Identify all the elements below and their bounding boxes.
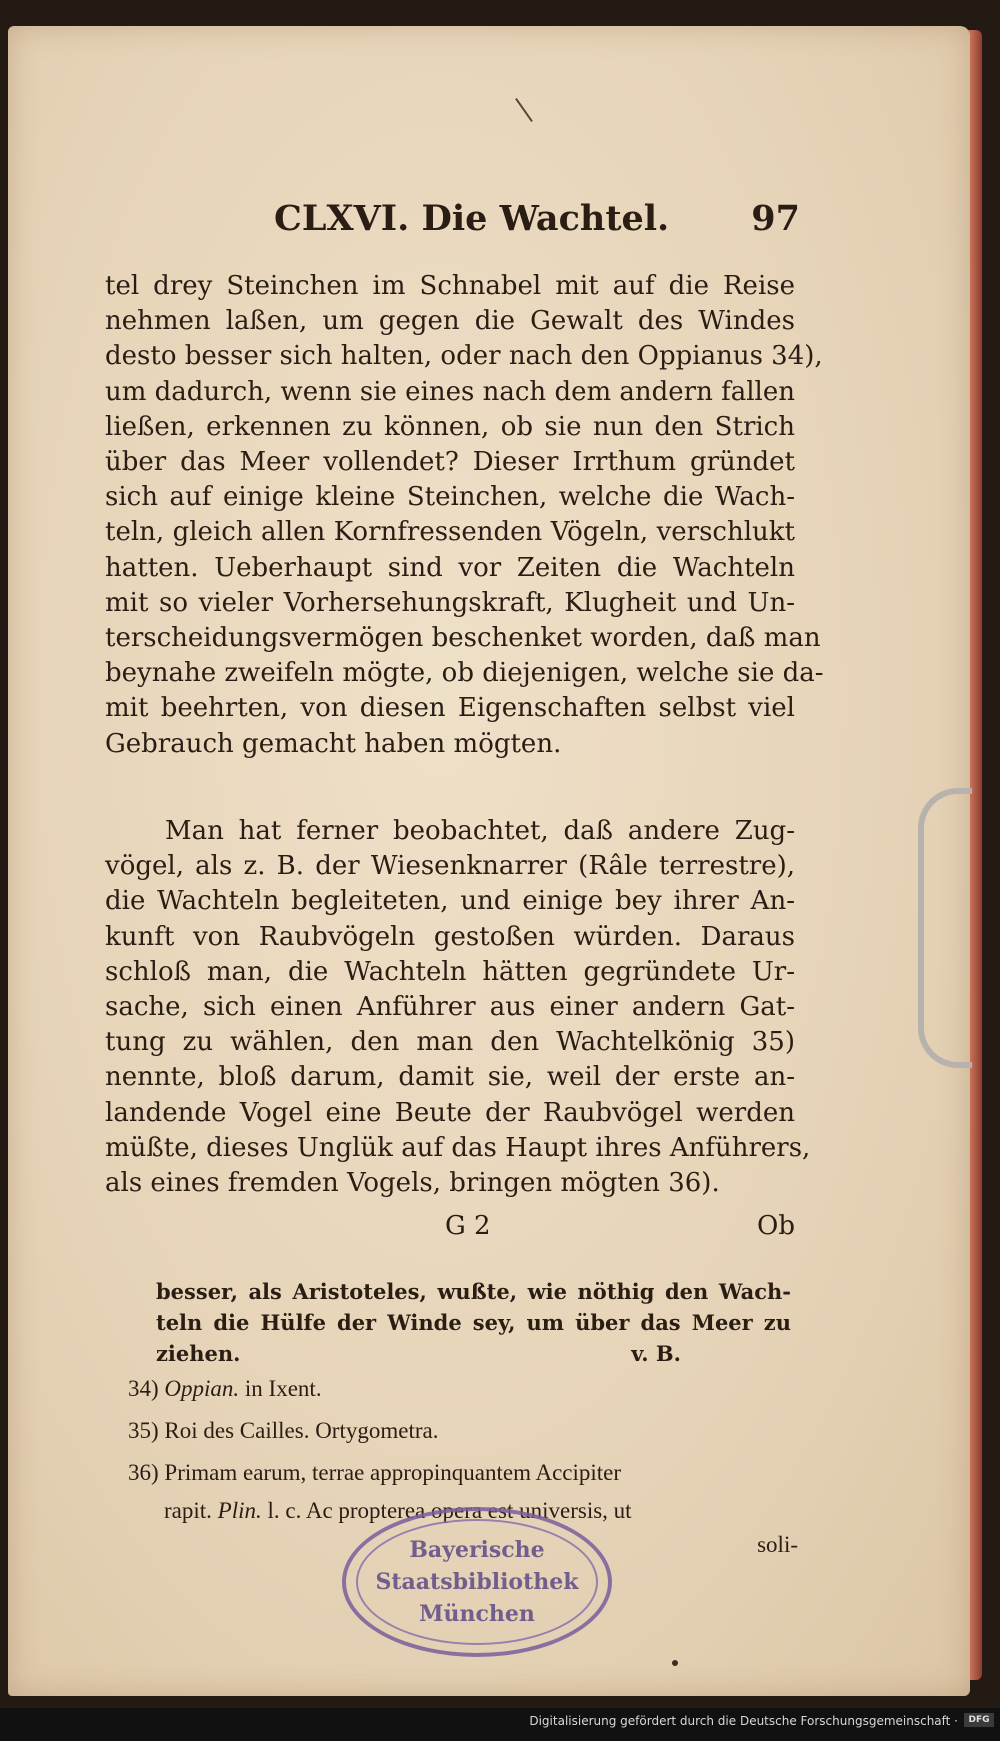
text-line: beynahe zweifeln mögte, ob diejenigen, welche sie da- bbox=[105, 658, 824, 689]
paragraph-2 bbox=[105, 814, 811, 1201]
footnote-number: 36) bbox=[128, 1460, 159, 1485]
footer-credit: Digitalisierung gefördert durch die Deutsche Forschungsgemeinschaft · bbox=[529, 1714, 958, 1728]
footnote-text: Primam earum, terrae appropinquantem Accipiter bbox=[164, 1460, 622, 1485]
paragraph-1 bbox=[105, 269, 824, 762]
text-line: vögel, als z. B. der Wiesenknarrer (Râle terrestre), bbox=[105, 851, 795, 882]
text-line: desto besser sich halten, oder nach den Oppianus 34), bbox=[105, 341, 823, 372]
text-line: nehmen laßen, um gegen die Gewalt des Windes bbox=[105, 306, 795, 337]
library-stamp bbox=[342, 1507, 612, 1657]
note-line bbox=[156, 1338, 791, 1369]
footnote-text: rapit. bbox=[164, 1498, 212, 1523]
page-tab-marker bbox=[918, 788, 972, 1068]
footnote-36-end: soli- bbox=[757, 1532, 798, 1557]
book-page bbox=[8, 26, 970, 1696]
text-line: landende Vogel eine Beute der Raubvögel werden bbox=[105, 1097, 795, 1128]
text-line: hatten. Ueberhaupt sind vor Zeiten die Wachteln bbox=[105, 552, 795, 583]
text-line: sache, sich einen Anführer aus einer andern Gat- bbox=[105, 992, 795, 1023]
text-line: mit so vieler Vorhersehungskraft, Klugheit und Un- bbox=[105, 587, 795, 618]
text-line: tel drey Steinchen im Schnabel mit auf die Reise bbox=[105, 271, 795, 301]
text-line: teln, gleich allen Kornfressenden Vögeln, verschlukt bbox=[105, 517, 795, 548]
ink-dot bbox=[672, 1660, 678, 1666]
footnote-34 bbox=[128, 1368, 798, 1410]
continued-note bbox=[156, 1276, 791, 1369]
stamp-line: Bayerische bbox=[409, 1537, 545, 1563]
stamp-line: Staatsbibliothek bbox=[375, 1569, 579, 1595]
note-line: besser, als Aristoteles, wußte, wie nöthig den Wach- bbox=[156, 1279, 791, 1304]
text-line: terscheidungsvermögen beschenket worden, daß man bbox=[105, 623, 821, 654]
text-line: kunft von Raubvögeln gestoßen würden. Daraus bbox=[105, 921, 795, 952]
text-line: müßte, dieses Unglük auf das Haupt ihres Anführers, bbox=[105, 1132, 811, 1163]
signature-mark: G 2 bbox=[445, 1211, 491, 1241]
text-line: ließen, erkennen zu können, ob sie nun den Strich bbox=[105, 411, 795, 442]
signature-row bbox=[105, 1211, 795, 1247]
text-line: nennte, bloß darum, damit sie, weil der erste an- bbox=[105, 1062, 795, 1093]
text-line: Man hat ferner beobachtet, daß andere Zug- bbox=[165, 816, 795, 846]
text-line: über das Meer vollendet? Dieser Irrthum gründet bbox=[105, 447, 795, 478]
text-line: schloß man, die Wachteln hätten gegründete Ur- bbox=[105, 956, 795, 987]
footnote-35 bbox=[128, 1410, 798, 1452]
text-line: Gebrauch gemacht haben mögten. bbox=[105, 728, 562, 759]
footnote-text: l. c. Ac propterea opera est universis, ut bbox=[267, 1498, 632, 1523]
text-line: tung zu wählen, den man den Wachtelkönig 35) bbox=[105, 1027, 795, 1058]
stamp-line: München bbox=[419, 1601, 535, 1627]
text-line: als eines fremden Vogels, bringen mögten 36). bbox=[105, 1168, 720, 1199]
footnote-text: Roi des Cailles. Ortygometra. bbox=[164, 1418, 439, 1443]
text-line: um dadurch, wenn sie eines nach dem andern fallen bbox=[105, 376, 795, 407]
note-line: teln die Hülfe der Winde sey, um über das Meer zu bbox=[156, 1310, 791, 1335]
text-line: sich auf einige kleine Steinchen, welche die Wach- bbox=[105, 482, 795, 513]
catchword: Ob bbox=[757, 1211, 795, 1241]
note-sigla: v. B. bbox=[631, 1341, 681, 1366]
running-header bbox=[180, 198, 800, 248]
footnote-italic: Plin. bbox=[217, 1498, 262, 1523]
note-text: ziehen. bbox=[156, 1341, 241, 1366]
footnote-italic: Oppian. bbox=[164, 1376, 240, 1401]
footnote-number: 34) bbox=[128, 1376, 159, 1401]
running-title: CLXVI. Die Wachtel. bbox=[274, 198, 670, 239]
footnote-text: in Ixent. bbox=[244, 1376, 322, 1401]
page-number: 97 bbox=[751, 198, 800, 239]
text-line: die Wachteln begleiteten, und einige bey ihrer An- bbox=[105, 886, 795, 917]
ink-mark bbox=[515, 98, 533, 122]
footnote-number: 35) bbox=[128, 1418, 159, 1443]
footnote-36 bbox=[128, 1452, 798, 1494]
dfg-logo-icon: DFG bbox=[964, 1713, 994, 1727]
text-line: mit beehrten, von diesen Eigenschaften selbst viel bbox=[105, 693, 795, 724]
